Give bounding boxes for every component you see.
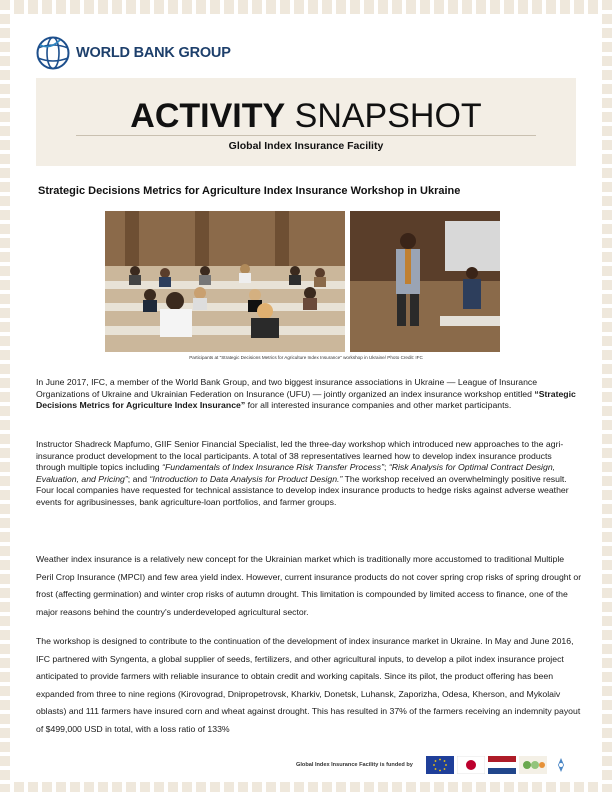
photo-caption: Participants at "Strategic Decisions Metrics for Agriculture Index Insurance" workshop in Ukraine/ Photo Credit: IFC [189,355,423,360]
page-title: ACTIVITY SNAPSHOT [130,97,482,135]
funder-logos [426,756,578,774]
netherlands-flag-icon [488,756,516,774]
article-headline: Strategic Decisions Metrics for Agriculture Index Insurance Workshop in Ukraine [38,185,461,197]
partner-logo-icon [519,756,547,774]
japan-flag-icon [457,756,485,774]
org-name: WORLD BANK GROUP [76,45,231,61]
title-banner [36,78,576,166]
paragraph-1: In June 2017, IFC, a member of the World Bank Group, and two biggest insurance associations in Ukraine — League of Insurance Organizations of Ukraine and Ukrainian Federation on Insurance (UFU) — jointly organized an index insurance workshop entitled “Strategic Decisions Metrics for Agriculture Index Insurance” for all interested insurance companies and other market participants. [36,377,576,410]
partner-logo-2-icon [550,756,578,774]
page-subtitle: Global Index Insurance Facility [228,140,384,152]
workshop-photo-instructor [350,211,500,352]
world-bank-logo [36,36,231,70]
funded-by-label: Global Index Insurance Facility is funded by [296,762,413,768]
decorative-border-top [0,0,612,14]
decorative-border-left [0,0,10,792]
paragraph-2: Instructor Shadreck Mapfumo, GIIF Senior Financial Specialist, led the three-day workshop which introduced new approaches to the agri-insurance product development to the local participants. A total of 38 representatives learned how to develop index insurance products through multiple topics including “Fundamentals of Index Insurance Risk Transfer Process”; “Risk Analysis for Optimal Contract Design, Evaluation, and Pricing”; and “Introduction to Data Analysis for Product Design.” The workshop received an overwhelmingly positive result. Four local companies have requested for technical assistance to develop index insurance products to hedge risks against adverse weather events for agribusinesses, bank agriculture-loan portfolios, and farmer groups. [36,439,569,507]
workshop-photo-audience [105,211,345,352]
decorative-border-bottom [0,782,612,792]
paragraph-3: Weather index insurance is a relatively new concept for the Ukrainian market which is traditionally more accustomed to traditional Multiple Peril Crop Insurance (MPCI) and few area yield index. However, current insurance products do not cover spring crop risks of spring drought or frost (affecting germination) and winter crop risks of autumn drought. This limitation is compounded by limited access to finance, one of the major reasons behind the country's underdeveloped agricultural sector. [36,554,582,617]
eu-flag-icon [426,756,454,774]
banner-divider [76,135,536,136]
paragraph-4: The workshop is designed to contribute to the continuation of the development of index insurance market in Ukraine. In May and June 2016, IFC partnered with Syngenta, a global supplier of seeds, fertilizers, and other agricultural inputs, to develop a pilot index insurance project anticipated to provide farmers with reliable insurance to obtain credit and working capitals. Since its pilot, the product offering has been expanded from three to nine regions (Kirovograd, Dnipropetrovsk, Kharkiv, Donetsk, Luhansk, Zaporizha, Odesa, Kherson, and Mykolaiv oblasts) and 111 farmers have insured corn and wheat against drought. This has resulted in 37% of the farmers receiving an indemnity payout of $499,000 USD in total, with a loss ratio of 133% [36,636,581,734]
decorative-border-right [602,0,612,792]
globe-icon [36,36,70,70]
